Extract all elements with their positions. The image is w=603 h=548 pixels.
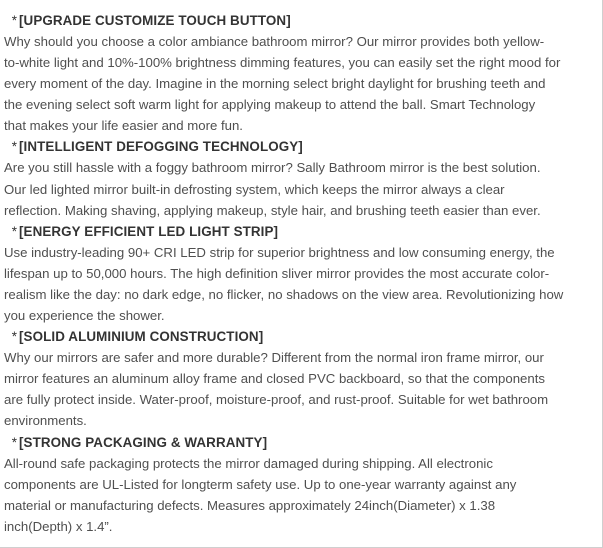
section-heading (4, 432, 594, 453)
body-line: every moment of the day. Imagine in the morning select bright daylight for brushing teeth and (4, 76, 546, 92)
section-body (4, 157, 594, 220)
section-led-light-strip (4, 221, 594, 326)
section-body (4, 242, 594, 326)
body-line: to-white light and 10%-100% brightness dimming features, you can easily set the right mood for (4, 55, 561, 71)
body-line: All-round safe packaging protects the mirror damaged during shipping. All electronic (4, 455, 493, 471)
body-line: that makes your life easier and more fun. (4, 118, 243, 134)
bullet-star: * (11, 139, 17, 155)
bullet-star: * (11, 13, 17, 28)
bullet-star: * (11, 434, 17, 450)
body-line: Why our mirrors are safer and more durable? Different from the normal iron frame mirror, our (4, 350, 544, 366)
body-line: realism like the day: no dark edge, no flicker, no shadows on the view area. Revolutionizing how (4, 286, 564, 302)
section-heading (4, 326, 594, 347)
section-body (4, 453, 594, 537)
body-line: reflection. Making shaving, applying makeup, style hair, and brushing teeth easier than ever. (4, 202, 541, 218)
section-heading-text: [INTELLIGENT DEFOGGING TECHNOLOGY] (19, 139, 303, 155)
section-heading-text: [ENERGY EFFICIENT LED LIGHT STRIP] (19, 223, 279, 239)
section-heading (4, 10, 594, 31)
body-line: Are you still hassle with a foggy bathroom mirror? Sally Bathroom mirror is the best solution. (4, 160, 541, 176)
body-line: Why should you choose a color ambiance bathroom mirror? Our mirror provides both yellow- (4, 34, 545, 49)
body-line: Our led lighted mirror built-in defrosting system, which keeps the mirror always a clear (4, 181, 505, 197)
body-line: Use industry-leading 90+ CRI LED strip for superior brightness and low consuming energy, the (4, 244, 555, 260)
body-line: the evening select soft warm light for applying makeup to attend the ball. Smart Technology (4, 97, 536, 113)
section-upgrade-touch-button (4, 10, 594, 136)
section-heading (4, 221, 594, 242)
section-body (4, 347, 594, 431)
section-aluminium-construction (4, 326, 594, 431)
section-heading (4, 136, 594, 157)
body-line: environments. (4, 413, 87, 429)
section-heading-text: [SOLID ALUMINIUM CONSTRUCTION] (19, 329, 264, 345)
body-line: inch(Depth) x 1.4”. (4, 518, 113, 534)
section-heading-text: [STRONG PACKAGING & WARRANTY] (19, 434, 268, 450)
bullet-star: * (11, 329, 17, 345)
section-defogging-technology (4, 136, 594, 220)
body-line: you experience the shower. (4, 308, 165, 324)
body-line: lifespan up to 50,000 hours. The high definition sliver mirror provides the most accurate color- (4, 265, 550, 281)
bullet-star: * (11, 223, 17, 239)
section-body (4, 31, 594, 136)
body-line: components are UL-Listed for longterm safety use. Up to one-year warranty against any (4, 476, 517, 492)
body-line: are fully protect inside. Water-proof, moisture-proof, and rust-proof. Suitable for wet bathroom (4, 392, 549, 408)
body-line: material or manufacturing defects. Measures approximately 24inch(Diameter) x 1.38 (4, 497, 496, 513)
section-heading-text: [UPGRADE CUSTOMIZE TOUCH BUTTON] (19, 13, 291, 28)
section-packaging-warranty (4, 432, 594, 537)
body-line: mirror features an aluminum alloy frame and closed PVC backboard, so that the components (4, 371, 545, 387)
